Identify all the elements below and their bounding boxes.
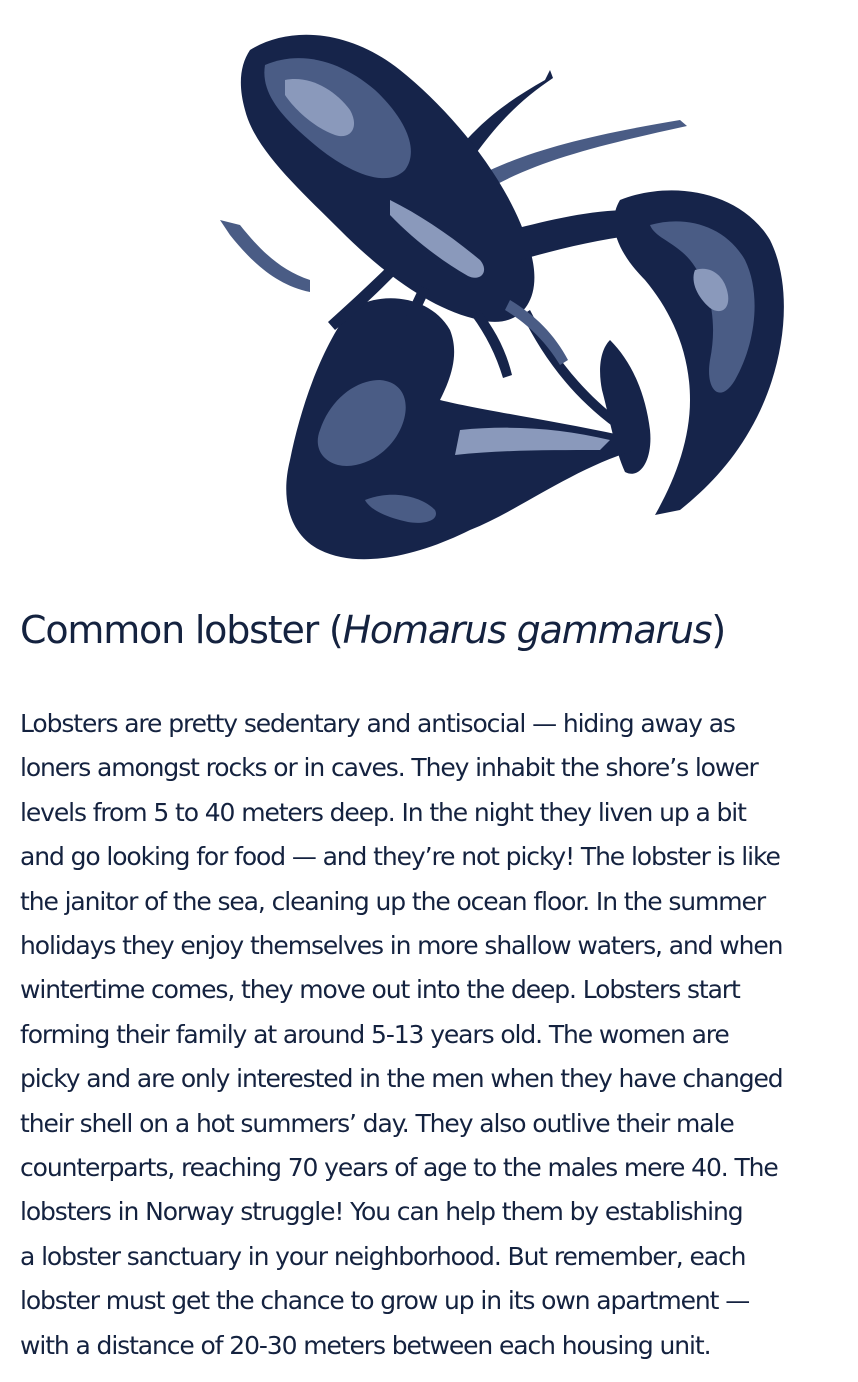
body-line: wintertime comes, they move out into the deep. Lobsters start [20, 975, 740, 1005]
title-close-paren: ) [711, 608, 725, 652]
scientific-name: Homarus gammarus [342, 608, 712, 652]
body-line: holidays they enjoy themselves in more shallow waters, and when [20, 931, 783, 961]
body-line: a lobster sanctuary in your neighborhood. But remember, each [20, 1241, 746, 1271]
body-line: lobsters in Norway struggle! You can help them by establishing [20, 1197, 743, 1227]
body-line: the janitor of the sea, cleaning up the ocean floor. In the summer [20, 886, 765, 916]
body-line: lobster must get the chance to grow up in its own apartment — [20, 1286, 750, 1316]
body-line: counterparts, reaching 70 years of age to the males mere 40. The [20, 1153, 778, 1183]
body-line: picky and are only interested in the men when they have changed [20, 1064, 783, 1094]
body-line: their shell on a hot summers’ day. They also outlive their male [20, 1108, 734, 1138]
body-line: Lobsters are pretty sedentary and antisocial — hiding away as [20, 709, 735, 738]
lobster-illustration [150, 10, 800, 585]
body-line: forming their family at around 5-13 years old. The women are [20, 1019, 729, 1049]
lobster-icon [150, 10, 800, 585]
body-line: levels from 5 to 40 meters deep. In the night they liven up a bit [20, 797, 746, 827]
body-line: loners amongst rocks or in caves. They inhabit the shore’s lower [20, 753, 758, 783]
body-paragraph [20, 702, 840, 1368]
page-title [20, 604, 840, 656]
body-line: and go looking for food — and they’re not picky! The lobster is like [20, 842, 780, 872]
common-name: Common lobster ( [20, 608, 343, 652]
body-line: with a distance of 20-30 meters between each housing unit. [20, 1330, 711, 1360]
